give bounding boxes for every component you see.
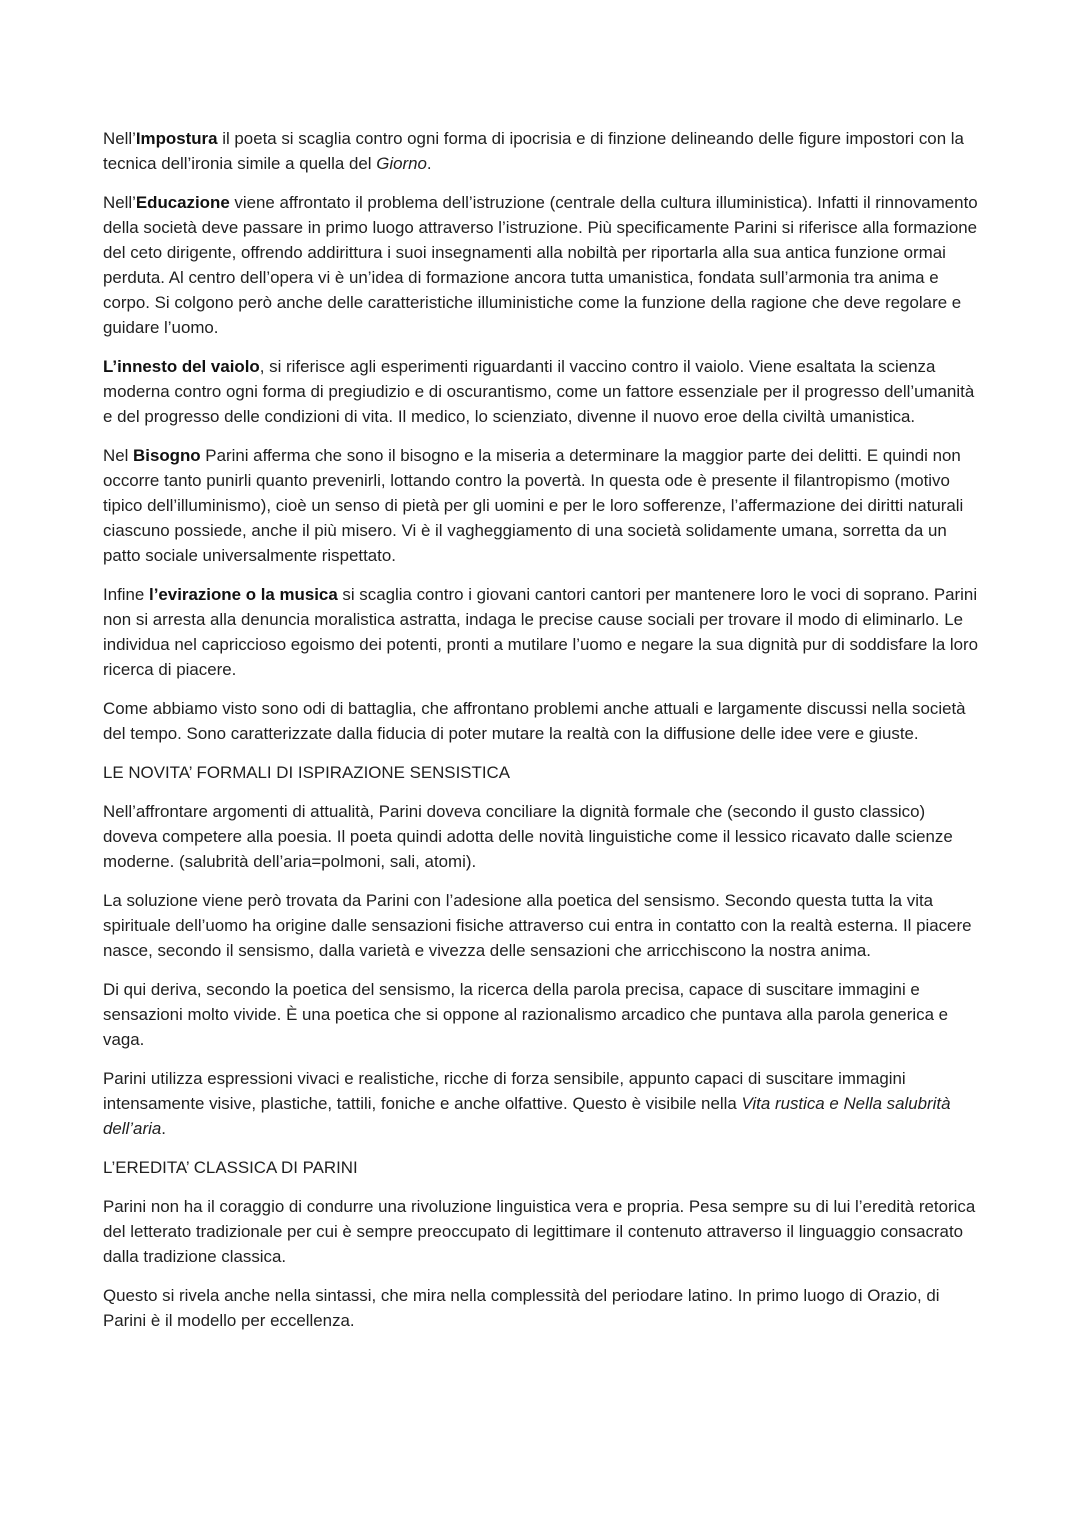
text-run: La soluzione viene però trovata da Parini con l’adesione alla poetica del sensismo. Secondo questa tutta la vita spirituale dell’uomo ha origine dalle sensazioni fisiche attraverso cui entra in contatto con la realtà esterna. Il piacere nasce, secondo il sensismo, dalla varietà e vivezza delle sensazioni che arricchiscono la nostra anima. (103, 891, 972, 960)
paragraph-parola-precisa (103, 977, 983, 1052)
text-run: Questo si rivela anche nella sintassi, che mira nella complessità del periodare latino. In primo luogo di Orazio, di Parini è il modello per eccellenza. (103, 1286, 940, 1330)
text-run: il poeta si scaglia contro ogni forma di ipocrisia e di finzione delineando delle figure impostori con la tecnica dell’ironia simile a quella del (103, 129, 964, 173)
keyword-educazione: Educazione (135, 193, 230, 212)
text-run: . (161, 1119, 166, 1138)
paragraph-educazione (103, 190, 983, 340)
paragraph-sensismo (103, 888, 983, 963)
text-run: Nell’ (103, 129, 136, 148)
paragraph-sintassi (103, 1283, 983, 1333)
text-run: Parini utilizza espressioni vivaci e realistiche, ricche di forza sensibile, appunto capaci di suscitare immagini intensamente visive, plastiche, tattili, foniche e anche olfattive. Questo è visibile nella (103, 1069, 906, 1113)
heading-text: LE NOVITA’ FORMALI DI ISPIRAZIONE SENSISTICA (103, 763, 511, 782)
text-run: , si riferisce agli esperimenti riguardanti il vaccino contro il vaiolo. Viene esaltata la scienza moderna contro ogni forma di pregiudizio e di oscurantismo, come un fattore essenziale per il progresso dell’umanità e del progresso delle condizioni di vita. Il medico, lo scienziato, divenne il nuovo eroe della civiltà umanistica. (103, 357, 975, 426)
heading-text: L’EREDITA’ CLASSICA DI PARINI (103, 1158, 358, 1177)
paragraph-bisogno (103, 443, 983, 568)
title-vita-rustica: Vita rustica e Nella salubrità dell’aria (103, 1094, 951, 1138)
document-page (103, 126, 983, 1347)
text-run: Nell’affrontare argomenti di attualità, Parini doveva conciliare la dignità formale che (secondo il gusto classico) doveva competere alla poesia. Il poeta quindi adotta delle novità linguistiche come il lessico ricavato dalle scienze moderne. (salubrità dell’aria=polmoni, sali, atomi). (103, 802, 953, 871)
keyword-innesto-vaiolo: L’innesto del vaiolo (103, 357, 260, 376)
paragraph-espressioni-vivaci (103, 1066, 983, 1141)
title-giorno: Giorno (376, 154, 427, 173)
section-heading-novita-formali (103, 760, 983, 785)
keyword-bisogno: Bisogno (133, 446, 201, 465)
paragraph-odi-battaglia (103, 696, 983, 746)
text-run: si scaglia contro i giovani cantori cantori per mantenere loro le voci di soprano. Parini non si arresta alla denuncia moralistica astratta, indaga le precise cause sociali per trovare il modo di eliminarlo. Le individua nel capriccioso egoismo dei potenti, pronti a mutilare l’uomo e negare la sua dignità pur di soddisfare la loro ricerca di piacere. (103, 585, 979, 679)
section-heading-eredita-classica (103, 1155, 983, 1180)
paragraph-evirazione (103, 582, 983, 682)
text-run: Infine (103, 585, 150, 604)
paragraph-innesto-vaiolo (103, 354, 983, 429)
keyword-evirazione: l’evirazione o la musica (149, 585, 338, 604)
text-run: Di qui deriva, secondo la poetica del sensismo, la ricerca della parola precisa, capace di suscitare immagini e sensazioni molto vivide. È una poetica che si oppone al razionalismo arcadico che puntava alla parola generica e vaga. (103, 980, 949, 1049)
text-run: Parini non ha il coraggio di condurre una rivoluzione linguistica vera e propria. Pesa sempre su di lui l’eredità retorica del letterato tradizionale per cui è sempre preoccupato di legittimare il contenuto attraverso il linguaggio consacrato dalla tradizione classica. (103, 1197, 976, 1266)
text-run: Come abbiamo visto sono odi di battaglia, che affrontano problemi anche attuali e largamente discussi nella società del tempo. Sono caratterizzate dalla fiducia di poter mutare la realtà con la diffusione delle idee vere e giuste. (103, 699, 966, 743)
text-run: Nell’ (103, 193, 136, 212)
text-run: . (426, 154, 432, 173)
paragraph-argomenti-attualita (103, 799, 983, 874)
text-run: Nel (103, 446, 134, 465)
keyword-impostura: Impostura (135, 129, 218, 148)
text-run: Parini afferma che sono il bisogno e la miseria a determinare la maggior parte dei delitti. E quindi non occorre tanto punirli quanto prevenirli, lottando contro la povertà. In questa ode è presente il filantropismo (motivo tipico dell’illuminismo), cioè un senso di pietà per gli uomini e per le loro sofferenze, l’affermazione dei diritti naturali ciascuno possiede, anche il più misero. Vi è il vagheggiamento di una società solidamente umana, sorretta da un patto sociale universalmente rispettato. (103, 446, 964, 565)
paragraph-rivoluzione-linguistica (103, 1194, 983, 1269)
text-run: viene affrontato il problema dell’istruzione (centrale della cultura illuministica). Infatti il rinnovamento della società deve passare in primo luogo attraverso l’istruzione. Più specificamente Parini si riferisce alla formazione del ceto dirigente, offrendo addirittura i suoi insegnamenti alla nobiltà per riportarla alla sua antica funzione ormai perduta. Al centro dell’opera vi è un’idea di formazione ancora tutta umanistica, fondata sull’armonia tra anima e corpo. Si colgono però anche delle caratteristiche illuministiche come la funzione della ragione che deve regolare e guidare l’uomo. (103, 193, 978, 337)
paragraph-impostura (103, 126, 983, 176)
